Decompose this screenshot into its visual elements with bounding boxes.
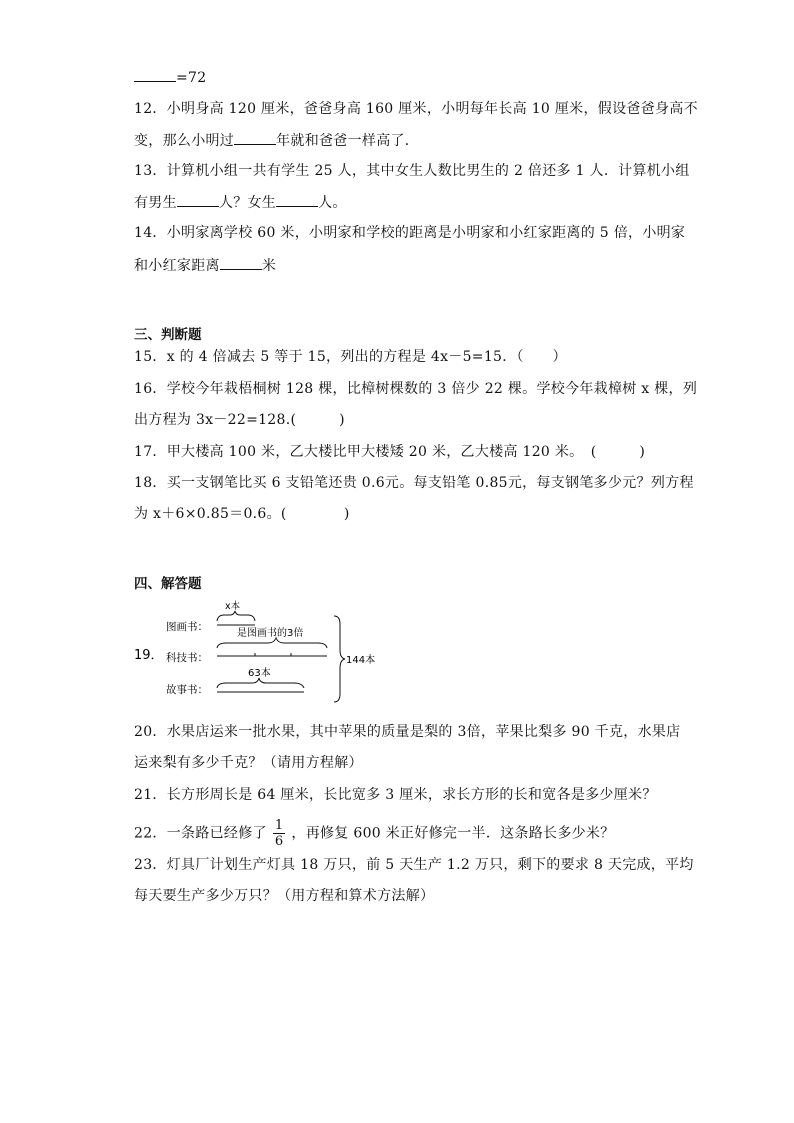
q23-line1: 23．灯具厂计划生产灯具 18 万只，前 5 天生产 1.2 万只，剩下的要求 8 天完成，平均 — [134, 857, 694, 873]
q19-number: 19． — [134, 648, 164, 663]
science-brace-label: 是图画书的3倍 — [237, 628, 304, 639]
q17: 17．甲大楼高 100 米，乙大楼比甲大楼矮 20 米，乙大楼高 120 米。 ( ) — [134, 444, 646, 460]
q21: 21．长方形周长是 64 厘米，长比宽多 3 厘米，求长方形的长和宽各是多少厘米？ — [134, 787, 657, 803]
q15: 15．x 的 4 倍减去 5 等于 15，列出的方程是 4x－5=15．（ ） — [134, 349, 567, 365]
total-brace — [334, 616, 345, 702]
q16-line2: 出方程为 3x－22=128.( ) — [134, 412, 345, 428]
story-books-label: 故事书： — [166, 684, 208, 696]
q13-line1: 13．计算机小组一共有学生 25 人，其中女生人数比男生的 2 倍还多 1 人．计算机小组 — [134, 163, 690, 179]
science-books-label: 科技书： — [166, 652, 208, 664]
answer-blank[interactable] — [134, 68, 176, 82]
x-brace — [217, 611, 255, 621]
q14-line2: 和小红家距离 米 — [134, 258, 277, 274]
q18-line1: 18．买一支钢笔比买 6 支铅笔还贵 0.6元。每支铅笔 0.85元，每支钢笔多少元？列方程 — [134, 475, 694, 491]
story-brace-label: 63本 — [248, 668, 271, 679]
answer-blank[interactable] — [276, 193, 318, 207]
q11-tail: =72 — [134, 68, 206, 87]
picture-books-label: 图画书： — [166, 621, 208, 633]
q18-line2: 为 x＋6×0.85＝0.6。( ) — [134, 506, 350, 522]
answer-blank[interactable] — [220, 256, 262, 270]
q12-line1: 12．小明身高 120 厘米，爸爸身高 160 厘米，小明每年长高 10 厘米，假设爸爸身高不 — [134, 101, 698, 117]
x-brace-label: x本 — [225, 601, 241, 612]
q13-line2: 有男生 人？女生 人。 — [134, 195, 347, 211]
science-brace — [217, 638, 327, 648]
q19-line-segment-diagram — [134, 600, 394, 710]
section-title-judgement: 三、判断题 — [134, 327, 202, 343]
q14-line1: 14．小明家离学校 60 米，小明家和学校的距离是小明家和小红家距离的 5 倍，小明家 — [134, 225, 686, 241]
q22: 22．一条路已经修了 $\frac{1}{6}$ ，再修复 600 米正好修完一半．这条路长多少米？ — [134, 818, 615, 849]
section-title-solve: 四、解答题 — [134, 576, 202, 592]
answer-blank[interactable] — [234, 131, 276, 145]
q20-line2: 运来梨有多少千克？（请用方程解） — [134, 755, 363, 771]
q16-line1: 16．学校今年栽梧桐树 128 棵，比樟树棵数的 3 倍少 22 棵。学校今年栽樟树 x 棵，列 — [134, 381, 698, 397]
q12-line2: 变，那么小明过 年就和爸爸一样高了． — [134, 133, 420, 149]
answer-blank[interactable] — [177, 193, 219, 207]
q23-line2: 每天要生产多少万只？（用方程和算术方法解） — [134, 888, 435, 904]
fraction: $\frac{1}{6}$ — [274, 818, 284, 849]
q20-line1: 20．水果店运来一批水果，其中苹果的质量是梨的 3倍，苹果比梨多 90 千克，水果店 — [134, 724, 681, 740]
total-label: 144本 — [346, 655, 376, 666]
story-brace — [217, 678, 304, 688]
